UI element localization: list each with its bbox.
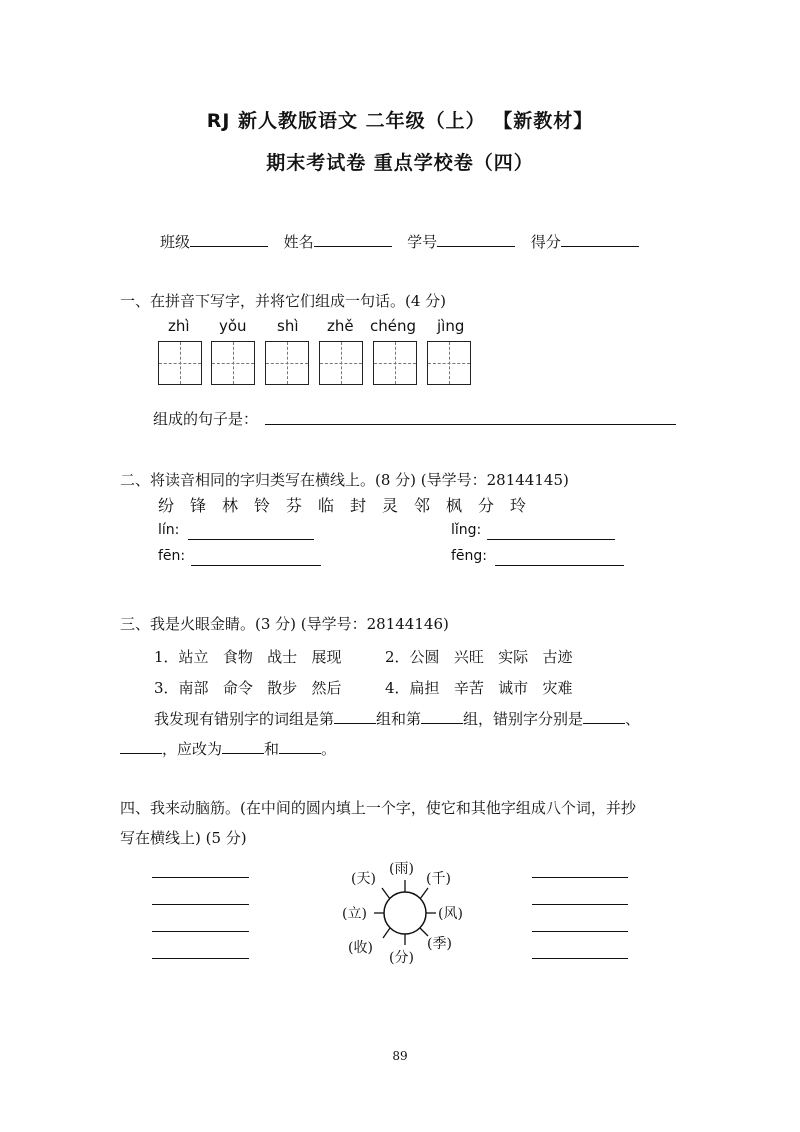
q1-pinyin-5: chéng [370, 317, 417, 335]
name-label: 姓名 [283, 233, 314, 251]
q2-label-feng: fēng: [451, 548, 488, 564]
writing-box-6[interactable] [427, 341, 471, 385]
q3-fill-text: 。 [321, 740, 337, 758]
name-field[interactable] [314, 232, 392, 247]
number-field[interactable] [437, 232, 515, 247]
q3-group-3: 3．南部 命令 散步 然后 [154, 679, 342, 697]
q4-left-line-1[interactable] [152, 877, 249, 878]
q1-heading: 一、在拼音下写字，并将它们组成一句话。(4 分) [120, 292, 447, 310]
q3-group-2: 2．公圆 兴旺 实际 古迹 [385, 648, 573, 666]
q2-label-fen: fēn: [158, 548, 186, 564]
q3-blank-fix1[interactable] [222, 739, 264, 754]
q4-heading-line2: 写在横线上) (5 分) [120, 829, 247, 847]
q3-blank-wrong1[interactable] [583, 709, 625, 724]
q3-group-4: 4．扁担 辛苦 诚市 灾难 [385, 679, 573, 697]
q2-char: 林 [222, 496, 239, 515]
score-field[interactable] [561, 232, 639, 247]
q1-pinyin-2: yǒu [219, 317, 247, 335]
q2-char: 锋 [190, 496, 207, 515]
page-number: 89 [392, 1049, 408, 1063]
q2-char: 临 [318, 496, 335, 515]
q2-char: 邻 [414, 496, 431, 515]
q4-spoke-yu: (雨) [389, 861, 414, 877]
score-label: 得分 [530, 233, 561, 251]
q2-char: 分 [478, 496, 495, 515]
q4-left-line-2[interactable] [152, 904, 249, 905]
q1-pinyin-3: shì [277, 317, 299, 335]
page-title-line1: RJ 新人教版语文 二年级（上） 【新教材】 [206, 110, 594, 132]
q2-char: 铃 [254, 496, 271, 515]
q3-fill-text: 我发现有错别字的词组是第 [154, 710, 335, 728]
q2-line-lin[interactable] [188, 539, 314, 540]
writing-box-3[interactable] [265, 341, 309, 385]
q3-fill-text: ，应改为 [162, 740, 223, 758]
q3-fill-line2 [120, 738, 336, 759]
q4-left-line-4[interactable] [152, 958, 249, 959]
q4-center-circle[interactable] [384, 892, 426, 934]
q4-right-line-4[interactable] [532, 958, 628, 959]
q3-group-1: 1．站立 食物 战士 展现 [154, 648, 342, 666]
q3-blank-group1[interactable] [334, 709, 376, 724]
q4-spoke-li: (立) [342, 906, 367, 922]
q4-right-line-2[interactable] [532, 904, 628, 905]
q3-fill-text: 、 [625, 710, 641, 728]
q4-heading-line1: 四、我来动脑筋。(在中间的圆内填上一个字，使它和其他字组成八个词，并抄 [120, 799, 636, 817]
q2-char: 芬 [286, 496, 303, 515]
q3-heading: 三、我是火眼金睛。(3 分) (导学号：28144146) [120, 615, 449, 633]
q4-spoke-ji: (季) [427, 936, 452, 952]
q1-sentence-label: 组成的句子是： [153, 410, 259, 428]
number-label: 学号 [407, 233, 438, 251]
q3-fill-text: 和 [264, 740, 280, 758]
q4-spoke-feng: (风) [438, 906, 463, 922]
q2-char: 封 [350, 496, 367, 515]
q1-sentence-line[interactable] [265, 424, 676, 425]
q2-label-lin: lín: [158, 522, 180, 538]
q2-label-ling: lǐng: [451, 522, 482, 538]
q2-line-feng[interactable] [495, 565, 624, 566]
page-title-line2: 期末考试卷 重点学校卷（四） [266, 152, 534, 174]
q4-right-line-1[interactable] [532, 877, 628, 878]
q4-right-line-3[interactable] [532, 931, 628, 932]
q4-spoke-shou: (收) [348, 940, 373, 956]
writing-box-4[interactable] [319, 341, 363, 385]
q2-char: 玲 [510, 496, 527, 515]
q3-blank-wrong2[interactable] [120, 739, 162, 754]
q2-char-row [158, 493, 542, 516]
writing-box-5[interactable] [373, 341, 417, 385]
student-info-row [160, 231, 639, 252]
q3-fill-text: 组，错别字分别是 [463, 710, 584, 728]
q2-line-ling[interactable] [487, 539, 615, 540]
q4-spoke-fen: (分) [389, 950, 414, 966]
q3-fill-text: 组和第 [376, 710, 422, 728]
q4-word-wheel [330, 850, 480, 980]
class-label: 班级 [160, 233, 191, 251]
q2-line-fen[interactable] [191, 565, 321, 566]
q2-char: 纷 [158, 496, 175, 515]
q4-spoke-qian: (千) [426, 871, 451, 887]
q4-spoke-tian: (天) [351, 871, 376, 887]
q2-heading: 二、将读音相同的字归类写在横线上。(8 分) (导学号：28144145) [120, 471, 569, 489]
class-field[interactable] [190, 232, 268, 247]
q3-blank-group2[interactable] [421, 709, 463, 724]
q3-blank-fix2[interactable] [279, 739, 321, 754]
writing-box-1[interactable] [158, 341, 202, 385]
q1-pinyin-6: jìng [437, 317, 465, 335]
q1-pinyin-4: zhě [327, 317, 354, 335]
q2-char: 灵 [382, 496, 399, 515]
q3-fill-line1 [154, 708, 640, 729]
q4-left-line-3[interactable] [152, 931, 249, 932]
q1-pinyin-1: zhì [168, 317, 190, 335]
writing-box-2[interactable] [211, 341, 255, 385]
q2-char: 枫 [446, 496, 463, 515]
